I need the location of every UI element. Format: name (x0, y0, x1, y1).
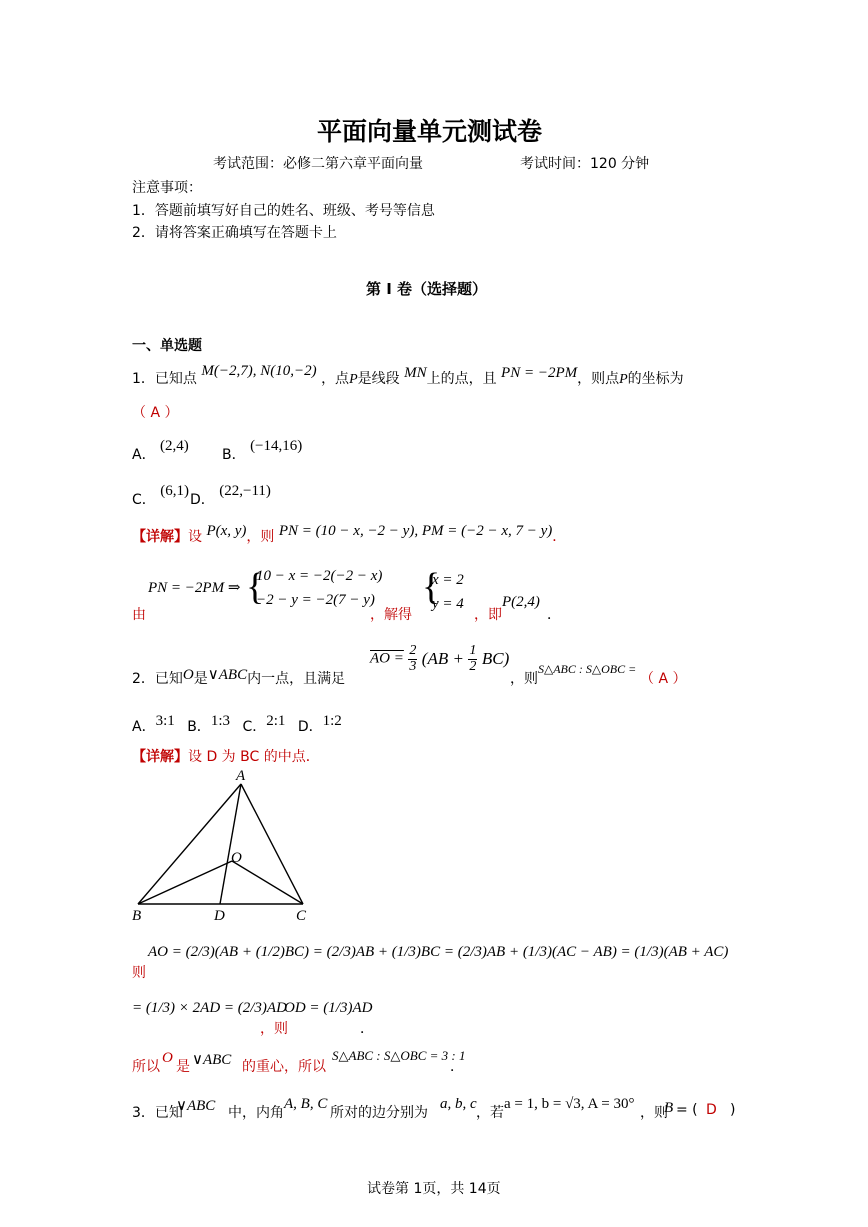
option-value: (6,1) (160, 483, 189, 499)
q2-calc-line1 (132, 940, 729, 981)
detail-math: PN = (10 − x, −2 − y), PM = (−2 − x, 7 − y) (278, 523, 553, 539)
triangle-figure (128, 766, 318, 924)
detail-text: 设 (188, 529, 202, 545)
option-label: D． (190, 492, 215, 508)
detail-math: x = 2 (432, 572, 464, 588)
q3-text: = ( (676, 1102, 698, 1118)
option-label: C． (132, 492, 156, 508)
detail-math: S△ABC : S△OBC = 3 : 1 (332, 1048, 466, 1063)
q3-math: a, b, c (440, 1096, 477, 1112)
option-label: A． (132, 719, 156, 735)
detail-math: PN = −2PM ⇒ (148, 580, 241, 596)
notice-heading: 注意事项： (132, 180, 202, 196)
detail-text: ，则 (246, 529, 275, 545)
detail-text: 是 (176, 1059, 190, 1075)
detail-math: P(2,4) (502, 594, 540, 610)
detail-tag: 【详解】 (132, 529, 188, 545)
detail-text: ． (360, 1021, 374, 1037)
q3-triangle: ∨ABC (176, 1098, 216, 1114)
q3-math: B (664, 1100, 674, 1116)
detail-text: 所以 (132, 1059, 160, 1075)
q1-mid3: 上的点，且 (426, 371, 497, 387)
q2-relation (370, 644, 509, 674)
option-value: (2,4) (160, 438, 189, 454)
detail-tag: 【详解】 (132, 749, 188, 765)
detail-math: −2 − y = −2(7 − y) (256, 592, 375, 608)
q2-math: BC) (481, 649, 510, 669)
exam-scope: 考试范围：必修二第六章平面向量 (213, 156, 423, 172)
label-c: C (296, 908, 307, 924)
exam-time: 考试时间：120 分钟 (520, 156, 650, 172)
detail-text: ，即 (474, 607, 502, 623)
q1-option-d (190, 480, 271, 508)
q1-mn: MN (404, 365, 427, 381)
option-label: B． (187, 719, 211, 735)
q2-math: (AB + (421, 649, 464, 669)
q1-answer: （ A ） (132, 405, 179, 421)
q2-answer: （ A ） (640, 671, 687, 687)
q1-prefix: 1．已知点 (132, 371, 197, 387)
label-d: D (214, 908, 225, 924)
q3-math: a = 1, b = √3, A = 30° (504, 1096, 635, 1112)
detail-text: ． (547, 607, 561, 623)
detail-text: 设 D 为 BC 的中点． (188, 749, 320, 765)
q2-o: O (182, 667, 194, 683)
detail-math: 10 − x = −2(−2 − x) (256, 568, 383, 584)
detail-text: ． (450, 1059, 464, 1075)
q3-text: 3．已知 (132, 1105, 183, 1121)
notice-item: 1．答题前填写好自己的姓名、班级、考号等信息 (132, 203, 435, 219)
q3-answer: D (706, 1102, 717, 1118)
notice-item: 2．请将答案正确填写在答题卡上 (132, 225, 337, 241)
q3-text: 中，内角 (228, 1105, 284, 1121)
q1-p: P (349, 372, 358, 387)
option-value: 2:1 (266, 713, 286, 729)
detail-text: ． (552, 529, 567, 545)
q2-prefix: 2．已知 (132, 671, 183, 687)
q2-text: 是 (193, 671, 208, 687)
q2-text: ，则 (510, 671, 538, 687)
detail-math: O (162, 1050, 173, 1066)
q1-detail-line1 (132, 523, 567, 546)
q2-math: AO = (370, 650, 404, 667)
option-value: 1:3 (210, 713, 230, 729)
q3-math: A, B, C (284, 1096, 328, 1112)
option-label: D． (297, 719, 323, 735)
q2-frac: $\frac{2}{3}$ (409, 643, 417, 674)
option-value: (−14,16) (250, 438, 303, 454)
q1-mid2: 是线段 (357, 371, 400, 387)
detail-math: OD = (1/3)AD (284, 1000, 373, 1016)
q3-text: ) (730, 1102, 736, 1118)
q3-text: ，若 (476, 1105, 504, 1121)
label-a: A (236, 768, 246, 784)
q1-points: M(−2,7), N(10,−2) (201, 363, 317, 379)
q1-suffix2: 的坐标为 (627, 371, 684, 387)
detail-math: AO = (2/3)(AB + (1/2)BC) = (2/3)AB + (1/3)BC = (2/3)AB + (1/3)(AC − AB) = (1/3)(AB + AC) (148, 944, 729, 960)
q2-options (132, 710, 342, 735)
brace-icon: { (422, 566, 441, 608)
q1-stem (132, 363, 684, 388)
q1-relation: PN = −2PM (501, 365, 578, 381)
q2-conclusion (132, 1048, 692, 1082)
median-ad (220, 784, 241, 904)
page-footer: 试卷第 1页，共 14页 (367, 1181, 501, 1197)
q2-stem (132, 640, 752, 690)
q1-option-a (132, 435, 189, 463)
q1-suffix: ，则点 (577, 371, 620, 387)
q1-mid1: ，点 (321, 371, 350, 387)
detail-text: ，解得 (370, 607, 412, 623)
option-value: 1:2 (322, 713, 342, 729)
brace-icon: { (246, 566, 265, 608)
detail-math: y = 4 (432, 596, 464, 612)
q3-text: ，则 (640, 1105, 668, 1121)
segment-ob (138, 861, 232, 904)
q3-stem (132, 1096, 752, 1126)
q2-ratio: S△ABC : S△OBC = (538, 662, 637, 676)
detail-math: = (1/3) × 2AD = (2/3)AD (132, 1000, 287, 1016)
q3-text: 所对的边分别为 (330, 1105, 428, 1121)
q1-option-b (222, 435, 303, 463)
detail-text: 的重心，所以 (242, 1059, 326, 1075)
detail-math: ∨ABC (192, 1052, 232, 1068)
label-b: B (132, 908, 142, 924)
option-label: C． (242, 719, 267, 735)
detail-text: 由 (132, 607, 146, 623)
option-label: B． (222, 447, 246, 463)
q2-triangle: ∨ABC (207, 667, 248, 683)
option-value: 3:1 (155, 713, 175, 729)
detail-math: P(x, y) (206, 523, 247, 539)
q1-p2: P (619, 372, 628, 387)
section-title: 第 I 卷（选择题） (366, 280, 488, 298)
q1-option-c (132, 480, 189, 508)
label-o: O (231, 850, 242, 866)
part-title: 一、单选题 (132, 338, 202, 354)
q2-calc-line2 (132, 996, 692, 1036)
option-value: (22,−11) (219, 483, 271, 499)
detail-text: 则 (132, 965, 146, 981)
page-title: 平面向量单元测试卷 (317, 117, 543, 146)
option-label: A． (132, 447, 156, 463)
q2-frac: $\frac{1}{2}$ (469, 643, 477, 674)
detail-text: ，则 (260, 1021, 288, 1037)
q2-detail-line1 (132, 746, 320, 766)
side-ab (138, 784, 241, 904)
q2-text: 内一点，且满足 (247, 671, 346, 687)
